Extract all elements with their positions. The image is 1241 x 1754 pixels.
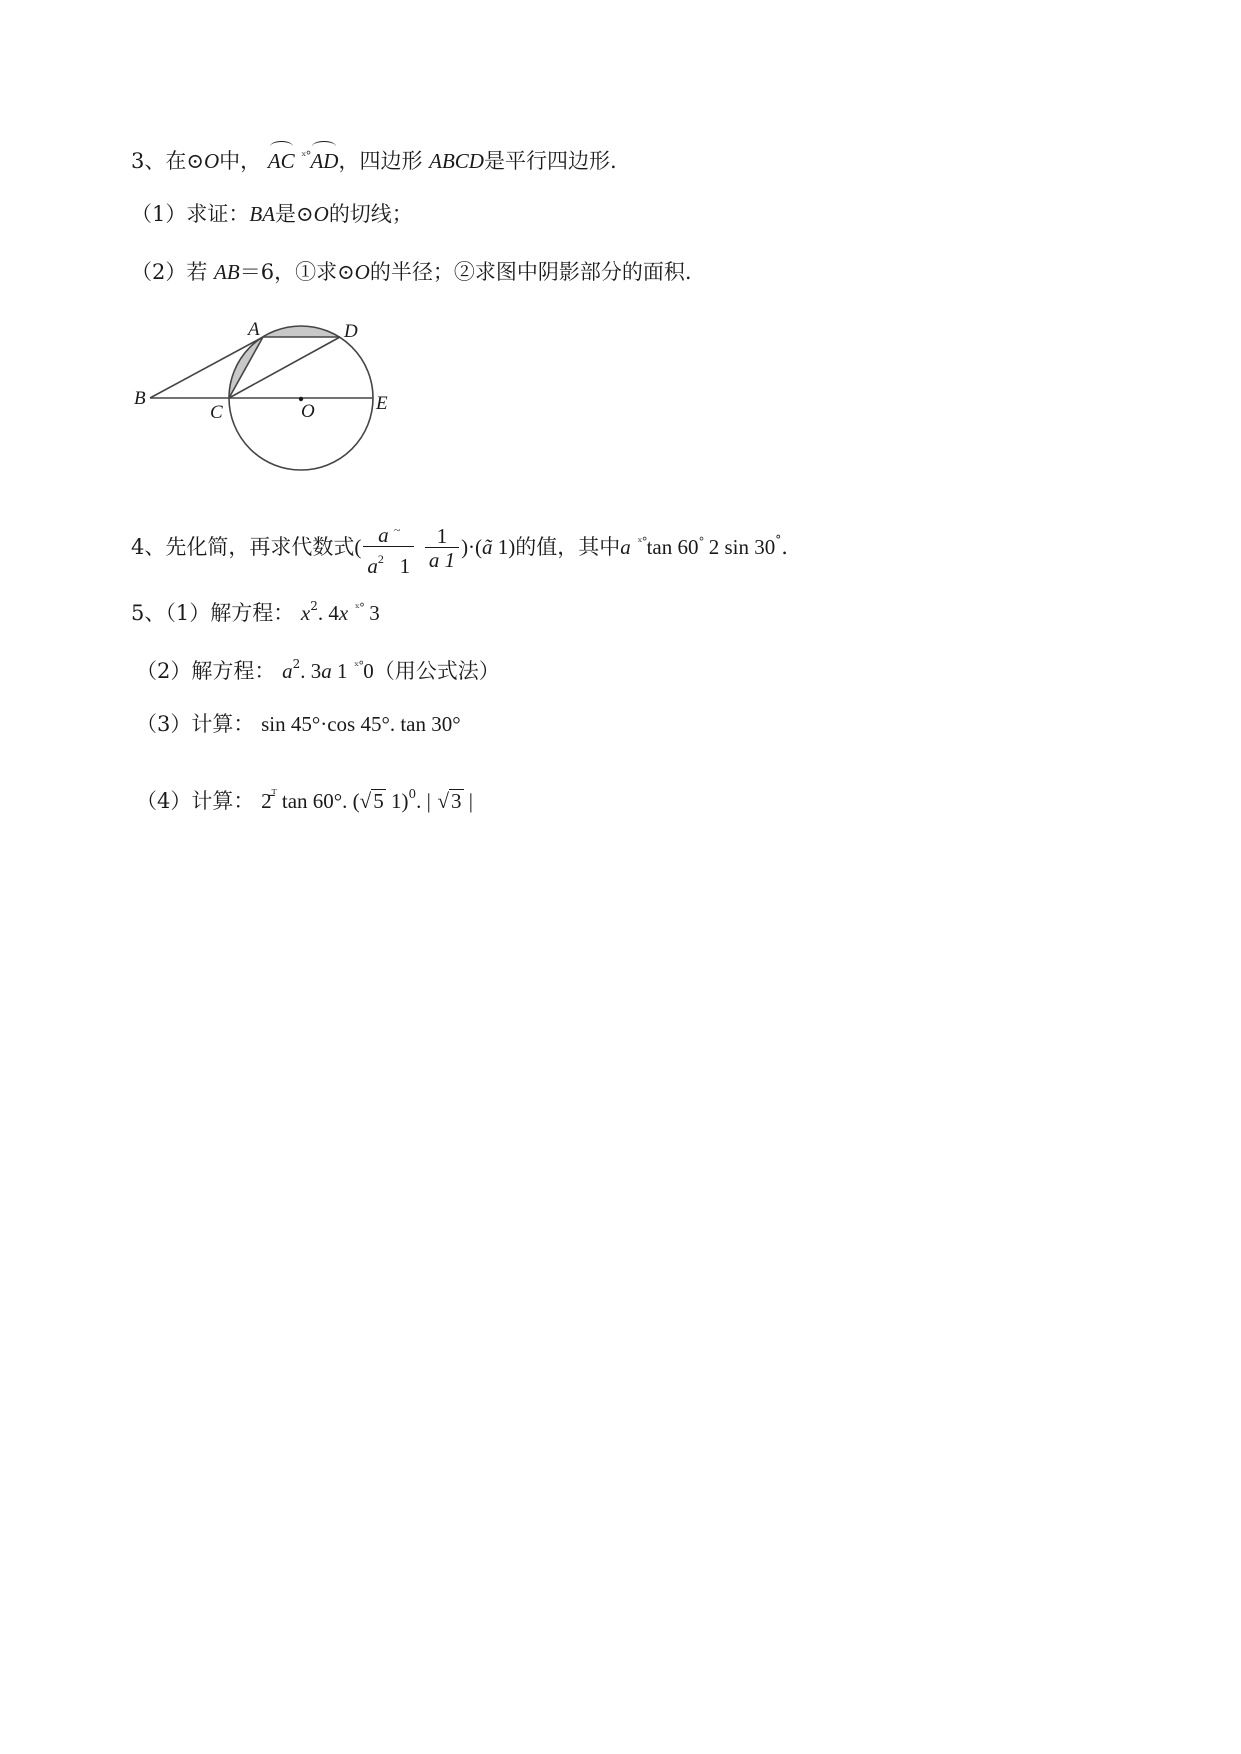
q5-part4: （4）计算： 2̄$^ᵀ$ tan 60°. (√5 1)$^0$. | √3 |: [136, 787, 473, 813]
q3-part2: （2）若 AB＝6，①求⊙O的半径；②求图中阴影部分的面积.: [131, 260, 692, 284]
label-c: C: [210, 402, 223, 423]
q3-part1: （1）求证：BA是⊙O的切线；: [131, 202, 413, 226]
arc-ac: AC: [268, 145, 295, 175]
q5-part2: （2）解方程： $a^2$. 3a 1 $^{ˣ^\circ}$0（用公式法）: [136, 657, 500, 683]
fraction-2: $\frac{1}{a 1}$: [425, 525, 459, 572]
label-e: E: [376, 393, 388, 414]
label-o: O: [301, 401, 315, 422]
q4-statement: 4、先化简，再求代数式( $\frac{a ^\sim}{a^2 1}$ $\frac{1}{a 1}$ )·(ã 1)的值，其中a $^{ˣ^\circ}$tan 60° 2 sin 30°.: [131, 516, 788, 564]
label-a: A: [248, 319, 260, 340]
q3-statement: 3、在⊙O中， AC $^{ˣ^\circ}$AD，四边形 ABCD是平行四边形.: [131, 142, 617, 175]
sqrt-5: 5: [373, 789, 384, 813]
sqrt-3: 3: [451, 789, 462, 813]
q5-part1: 5、（1）解方程： $x^2$. 4x $^{ˣ^\circ}$ 3: [131, 599, 380, 625]
circle-geometry-figure: [120, 310, 420, 490]
garbled-equals: ˣ°: [301, 149, 311, 163]
label-d: D: [344, 321, 358, 342]
label-b: B: [134, 388, 146, 409]
q5-part3: （3）计算： sin 45°·cos 45°. tan 30°: [136, 712, 461, 736]
arc-ad: AD: [310, 145, 338, 175]
fraction-1: $\frac{a ^\sim}{a^2 1}$: [363, 519, 414, 578]
